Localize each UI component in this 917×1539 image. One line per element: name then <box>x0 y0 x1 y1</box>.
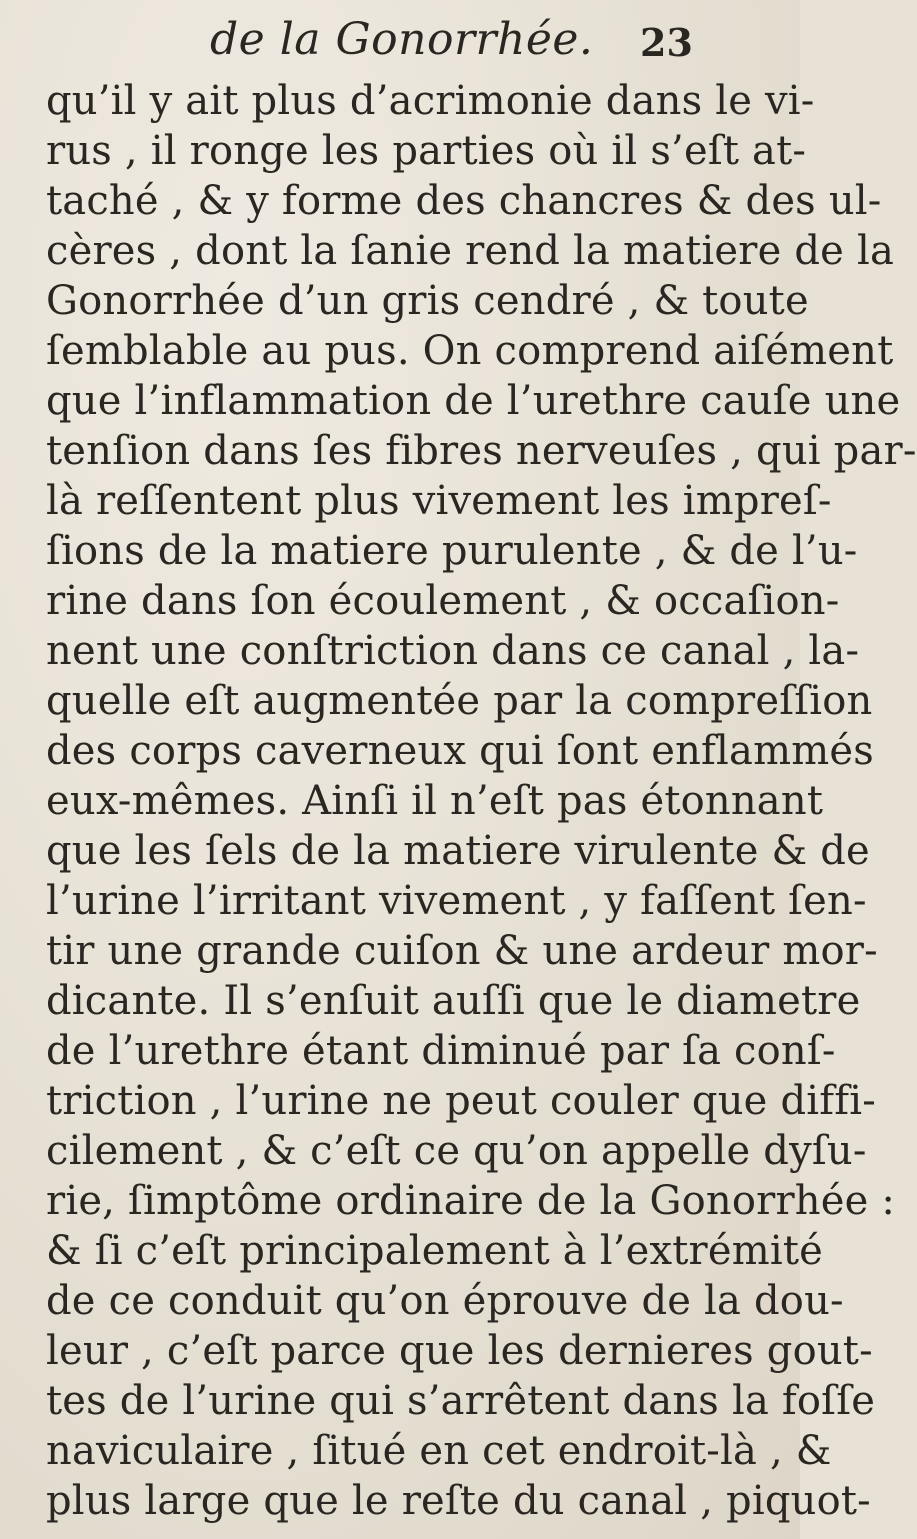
text-line: tir une grande cuiſon & une ardeur mor- <box>46 928 878 974</box>
text-line: Gonorrhée d’un gris cendré , & toute <box>46 278 809 324</box>
text-line: rus , il ronge les parties où il s’eſt at- <box>46 128 807 174</box>
text-line: leur , c’eſt parce que les dernieres gout- <box>46 1328 873 1374</box>
text-line: quelle eſt augmentée par la compreſſion <box>46 678 873 724</box>
text-line: tes de l’urine qui s’arrêtent dans la foſſe <box>46 1378 876 1424</box>
text-line: plus large que le reſte du canal , piquot- <box>46 1478 871 1524</box>
text-line: des corps caverneux qui ſont enflammés <box>46 728 874 774</box>
page-header <box>0 8 800 68</box>
text-line: l’urine l’irritant vivement , y faſſent ſen- <box>46 878 867 924</box>
text-line: rine dans ſon écoulement , & occaſion- <box>46 578 840 624</box>
text-line: rie, ſimptôme ordinaire de la Gonorrhée : <box>46 1178 896 1224</box>
body-text <box>46 76 917 1526</box>
text-line: que les ſels de la matiere virulente & de <box>46 828 870 874</box>
text-line: là reſſentent plus vivement les impreſ- <box>46 478 832 524</box>
text-line: de ce conduit qu’on éprouve de la dou- <box>46 1278 844 1324</box>
text-line: dicante. Il s’enſuit auſſi que le diametre <box>46 978 861 1024</box>
text-line: naviculaire , ſitué en cet endroit-là , & <box>46 1428 832 1474</box>
text-line: eux-mêmes. Ainſi il n’eſt pas étonnant <box>46 778 824 824</box>
running-title: de la Gonorrhée. <box>210 14 594 65</box>
text-line: triction , l’urine ne peut couler que diffi- <box>46 1078 876 1124</box>
text-line: tenſion dans ſes fibres nerveuſes , qui par- <box>46 428 917 474</box>
text-line: & ſi c’eſt principalement à l’extrémité <box>46 1228 823 1274</box>
text-line: cilement , & c’eſt ce qu’on appelle dyſu- <box>46 1128 867 1174</box>
text-line: nent une conſtriction dans ce canal , la- <box>46 628 860 674</box>
text-line: cères , dont la ſanie rend la matiere de la <box>46 228 895 274</box>
text-line: taché , & y forme des chancres & des ul- <box>46 178 882 224</box>
text-line: qu’il y ait plus d’acrimonie dans le vi- <box>46 78 815 124</box>
text-line: que l’inflammation de l’urethre cauſe une <box>46 378 901 424</box>
page-number: 23 <box>640 20 693 65</box>
text-line: de l’urethre étant diminué par ſa conſ- <box>46 1028 836 1074</box>
text-line: ſemblable au pus. On comprend aiſément <box>46 328 894 374</box>
text-line: ſions de la matiere purulente , & de l’u- <box>46 528 858 574</box>
